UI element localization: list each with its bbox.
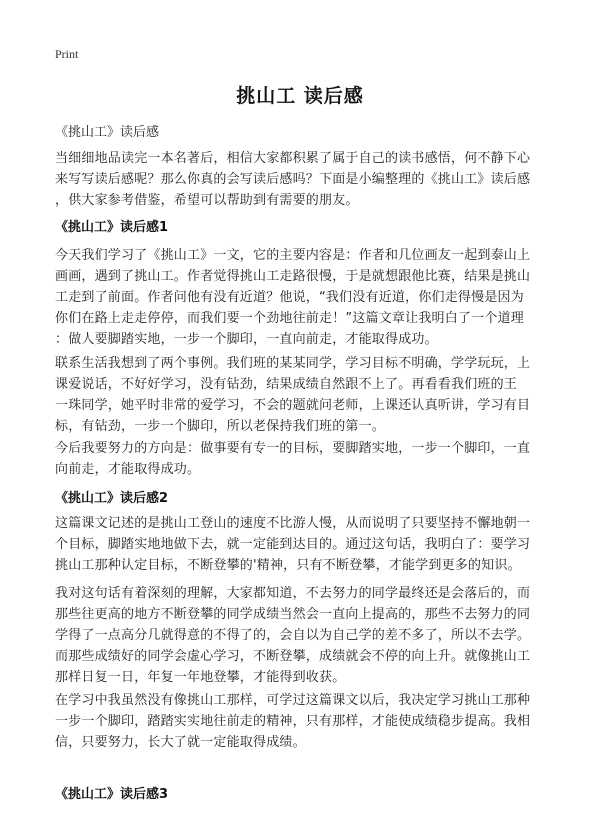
text-line: 那些往更高的地方不断登攀的同学成绩当然会一直向上提高的，那些不去努力的同 — [55, 607, 531, 622]
text-line: 联系生活我想到了两个事例。我们班的某某同学，学习目标不明确，学学玩玩，上 — [55, 356, 531, 371]
text-line: 那样日复一日，年复一年地登攀，才能得到收获。 — [55, 670, 346, 685]
text-line: 一珠同学，她平时非常的爱学习，不会的题就问老师，上课还认真听讲，学习有目 — [55, 398, 531, 413]
text-line: 向前走，才能取得成功。 — [55, 462, 201, 477]
text-line: 你们在路上走走停停，而我们要一个劲地往前走！”这篇文章让我明白了一个道理 — [55, 311, 524, 326]
section-2-paragraph-1 — [55, 513, 549, 576]
section-2-paragraph-3 — [55, 690, 549, 753]
print-label: Print — [55, 47, 79, 61]
text-line: 画画，遇到了挑山工。作者觉得挑山工走路很慢，于是就想跟他比赛，结果是挑山 — [55, 269, 531, 284]
text-line: ，供大家参考借鉴，希望可以帮助到有需要的朋友。 — [55, 193, 359, 208]
text-line: 而那些成绩好的同学会虚心学习，不断登攀，成绩就会不停的向上升。就像挑山工 — [55, 649, 531, 664]
document-subtitle: 《挑山工》读后感 — [55, 125, 160, 140]
section-heading-3: 《挑山工》读后感3 — [55, 787, 169, 802]
text-line: 在学习中我虽然没有像挑山工那样，可学过这篇课文以后，我决定学习挑山工那种 — [55, 693, 531, 708]
text-line: 标，有钻劲，一步一个脚印，所以老保持我们班的第一。 — [55, 419, 386, 434]
text-line: 学得了一点高分几就得意的不得了的，会自以为自己学的差不多了，所以不去学。 — [55, 628, 531, 643]
intro-paragraph — [55, 148, 549, 211]
text-line: 课爱说话，不好好学习，没有钻劲，结果成绩自然跟不上了。再看看我们班的王 — [55, 377, 518, 392]
text-line: 一步一个脚印，踏踏实实地往前走的精神，只有那样，才能使成绩稳步提高。我相 — [55, 714, 531, 729]
section-1-paragraph-3 — [55, 438, 549, 480]
text-line: 今天我们学习了《挑山工》一文，它的主要内容是：作者和几位画友一起到泰山上 — [55, 248, 531, 263]
text-line: ：做人要脚踏实地，一步一个脚印，一直向前走，才能取得成功。 — [55, 332, 438, 347]
text-line: 工走到了前面。作者问他有没有近道？他说，“我们没有近道，你们走得慢是因为 — [55, 290, 524, 305]
section-1-paragraph-1 — [55, 245, 549, 350]
page-title: 挑山工 读后感 — [236, 85, 364, 107]
text-line: 信，只要努力，长大了就一定能取得成绩。 — [55, 735, 306, 750]
section-heading-1: 《挑山工》读后感1 — [55, 220, 169, 235]
text-line: 个目标，脚踏实地地做下去，就一定能到达目的。通过这句话，我明白了：要学习 — [55, 537, 531, 552]
text-line: 挑山工那种认定目标，不断登攀的'精神，只有不断登攀，才能学到更多的知识。 — [55, 558, 521, 573]
text-line: 当细细地品读完一本名著后，相信大家都积累了属于自己的读书感悟，何不静下心 — [55, 151, 531, 166]
text-line: 今后我要努力的方向是：做事要有专一的目标，要脚踏实地，一步一个脚印，一直 — [55, 441, 531, 456]
text-line: 我对这句话有着深刻的理解，大家都知道，不去努力的同学最终还是会落后的，而 — [55, 586, 531, 601]
text-line: 这篇课文记述的是挑山工登山的速度不比游人慢，从而说明了只要坚持不懈地朝一 — [55, 516, 531, 531]
section-2-paragraph-2 — [55, 583, 549, 688]
text-line: 来写写读后感呢？那么你真的会写读后感吗？下面是小编整理的《挑山工》读后感 — [55, 172, 531, 187]
section-1-paragraph-2 — [55, 353, 549, 437]
section-heading-2: 《挑山工》读后感2 — [55, 491, 169, 506]
